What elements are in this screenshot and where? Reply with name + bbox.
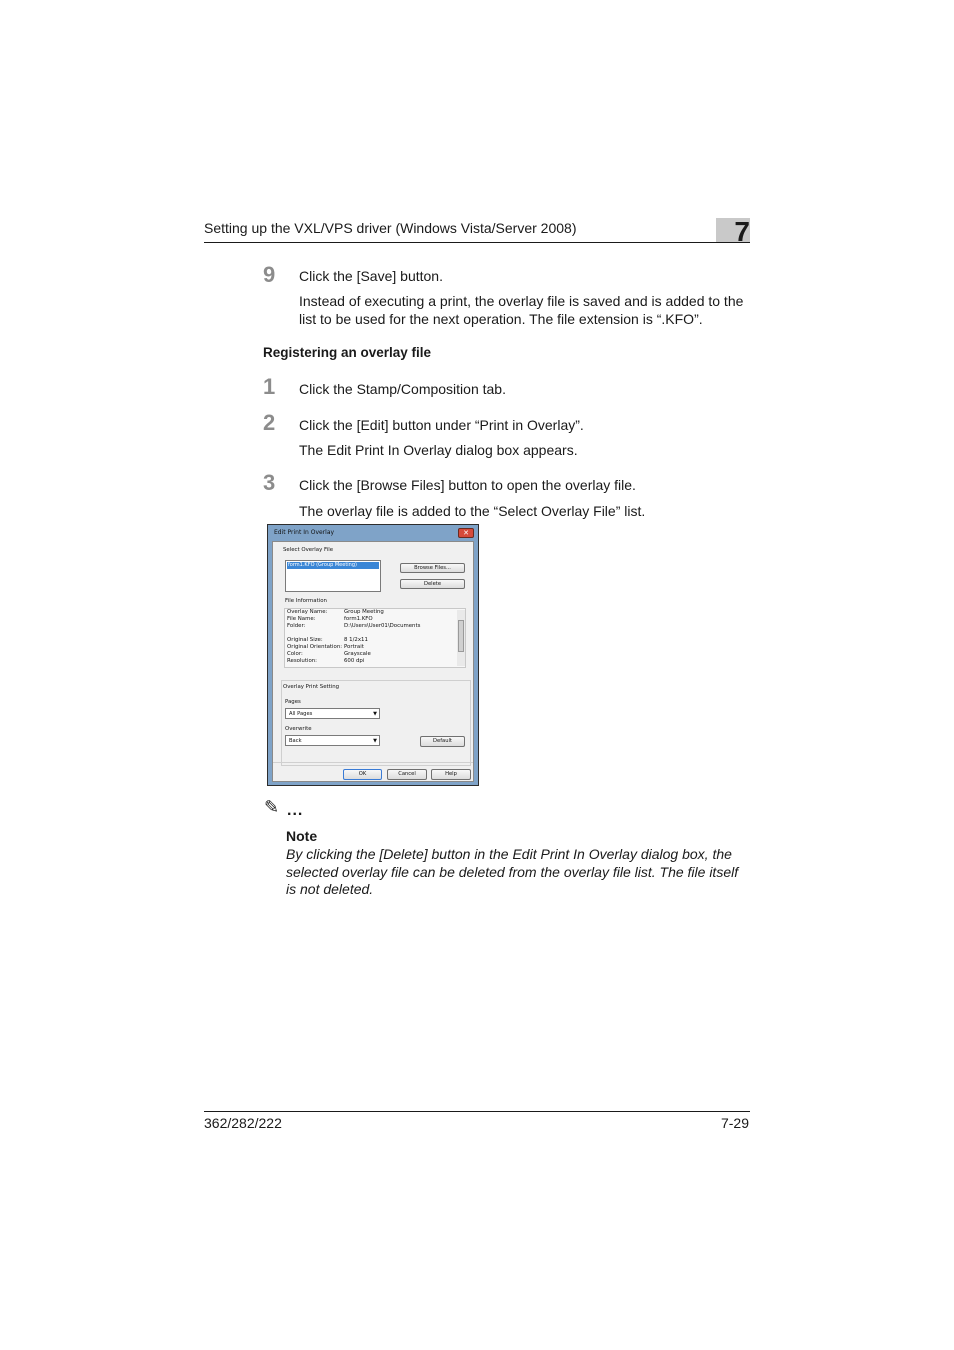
overwrite-select[interactable]: [285, 735, 380, 746]
step-text: Click the Stamp/Composition tab.: [299, 381, 506, 397]
overwrite-value: Back: [289, 738, 302, 744]
scrollbar-thumb[interactable]: [458, 620, 464, 652]
overlay-file-list[interactable]: [285, 560, 381, 592]
overwrite-label: Overwrite: [285, 726, 312, 732]
help-button[interactable]: Help: [431, 769, 471, 780]
info-value: Grayscale: [344, 651, 371, 657]
pencil-icon: ✎: [264, 797, 280, 817]
info-label: Overlay Name:: [287, 609, 328, 615]
note-text: By clicking the [Delete] button in the Edit Print In Overlay dialog box, the selected overlay file can be deleted from the overlay file list. The file itself is not deleted.: [286, 846, 739, 897]
step-number: 9: [263, 262, 276, 287]
step-text: Click the [Save] button.: [299, 268, 443, 284]
info-label: Resolution:: [287, 658, 317, 664]
pages-select[interactable]: [285, 708, 380, 719]
footer-models: 362/282/222: [204, 1115, 282, 1131]
step-number: 2: [263, 410, 276, 435]
step-number: 1: [263, 374, 276, 399]
chevron-down-icon: ▼: [373, 738, 377, 744]
edit-print-in-overlay-dialog: [267, 524, 479, 786]
chapter-number: 7: [734, 216, 750, 247]
header-rule: [204, 242, 750, 243]
info-value: form1.KFO: [344, 616, 373, 622]
step-text: Click the [Edit] button under “Print in Overlay”.: [299, 417, 584, 433]
running-header: Setting up the VXL/VPS driver (Windows Vista/Server 2008): [204, 220, 577, 236]
info-value: Portrait: [344, 644, 364, 650]
info-label: Original Orientation:: [287, 644, 343, 650]
select-overlay-label: Select Overlay File: [283, 547, 334, 553]
default-button[interactable]: Default: [420, 736, 465, 747]
step-detail: The overlay file is added to the “Select Overlay File” list.: [299, 503, 646, 519]
info-label: Folder:: [287, 623, 306, 629]
dialog-separator: [273, 762, 473, 763]
footer-rule: [204, 1111, 750, 1112]
step-text: Click the [Browse Files] button to open the overlay file.: [299, 477, 636, 493]
pages-label: Pages: [285, 699, 301, 705]
info-value: 8 1/2x11: [344, 637, 368, 643]
step-detail: The Edit Print In Overlay dialog box appears.: [299, 442, 578, 458]
note-label: Note: [286, 828, 318, 844]
page-number: 7-29: [720, 1115, 749, 1131]
info-label: Original Size:: [287, 637, 323, 643]
browse-files-button[interactable]: Browse Files...: [400, 563, 465, 573]
info-value: Group Meeting: [344, 609, 384, 615]
step-detail: Instead of executing a print, the overlay file is saved and is added to the list to be used for the next operation. The file extension is “.KFO”.: [299, 293, 744, 327]
info-scrollbar[interactable]: [457, 610, 465, 666]
delete-button[interactable]: Delete: [400, 579, 465, 589]
overlay-print-setting-label: Overlay Print Setting: [283, 684, 340, 690]
ok-button[interactable]: OK: [343, 769, 382, 780]
section-heading: Registering an overlay file: [263, 345, 432, 360]
info-value: D:\Users\User01\Documents: [344, 623, 421, 629]
dialog-body: [272, 541, 474, 782]
dialog-title: Edit Print In Overlay: [274, 529, 335, 536]
info-value: 600 dpi: [344, 658, 365, 664]
close-icon[interactable]: ✕: [458, 528, 474, 538]
overlay-file-item[interactable]: form1.KFO (Group Meeting): [287, 562, 379, 569]
overlay-print-setting-group: [281, 680, 471, 766]
file-information-label: File Information: [285, 598, 327, 604]
step-number: 3: [263, 470, 276, 495]
info-label: Color:: [287, 651, 303, 657]
pages-value: All Pages: [289, 711, 313, 717]
note-dots: ...: [287, 802, 304, 819]
cancel-button[interactable]: Cancel: [387, 769, 427, 780]
chevron-down-icon: ▼: [373, 711, 377, 717]
info-label: File Name:: [287, 616, 316, 622]
file-information-box: [284, 608, 466, 668]
